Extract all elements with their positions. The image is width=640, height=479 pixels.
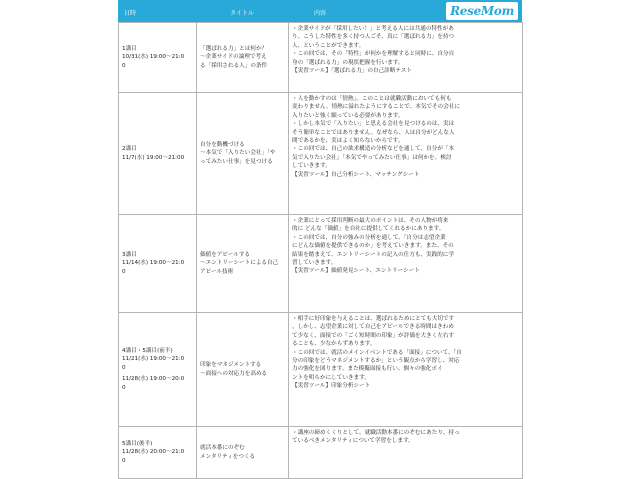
content-line: 分の印象をどうマネジメントするか」という観点から学習し、対応 xyxy=(292,358,460,365)
table-row xyxy=(119,93,523,215)
date-cell xyxy=(119,313,197,427)
content-line: ントを明らかにしていきます。 xyxy=(292,374,370,381)
content-line: 的に どんな「価値」を自社に提供してくれるかにあります。 xyxy=(292,226,445,233)
date-line: 10/31(水) 19:00～21:0 xyxy=(122,54,185,61)
content-line: 入りたいと強く願っている必要があります。 xyxy=(292,112,404,119)
content-line: ・講座の締めくくりとして、就職活動本番にのぞむにあたり、持っ xyxy=(292,430,460,436)
title-line: アピール技術 xyxy=(200,268,234,275)
content-line: て少なく、面接での「ごく短時間の印象」が評価を大きく左右す xyxy=(292,332,455,339)
date-line: 3講目 xyxy=(122,251,137,258)
table-row xyxy=(119,215,523,313)
table-header xyxy=(118,0,522,22)
date-line: 0 xyxy=(122,384,126,391)
content-line: 【実習ツール】自己分析シート、マッチングシート xyxy=(292,171,420,178)
content-line: 間であるかを、実はよく知らないからです。 xyxy=(292,138,404,145)
title-cell xyxy=(197,93,289,215)
content-line: 変わりません。情熱に溢れたようにすることで、本気でその会社に xyxy=(292,104,461,111)
title-line: 「選ばれる力」とは何か？ xyxy=(200,45,268,52)
content-line: ・しかし本気で「入りたい」と思える会社を見つけるのは、実は xyxy=(292,121,455,128)
content-line: 【実習ツール】「選ばれる力」の自己診断テスト xyxy=(292,68,412,75)
content-line: 。しかし、志望企業に対して自己をアピールできる時間はきわめ xyxy=(292,324,454,331)
content-line: そう簡単なことではありません。なぜなら、人は自分がどんな人 xyxy=(292,129,455,136)
content-line: ているべきメンタリティについて学習をします。 xyxy=(292,438,414,445)
content-line: ・この回では、その「特性」が何かを理解すると同時に、自分自 xyxy=(292,51,455,58)
content-line: 習していきます。 xyxy=(292,260,337,267)
title-line: る「採用される人」の条件 xyxy=(200,62,268,69)
content-line: 気で入りたい会社」「本気でやってみたい仕事」は何かを、検討 xyxy=(292,154,452,161)
title-line: 価値をアピールする xyxy=(200,251,251,258)
table-row xyxy=(119,427,523,479)
date-line: 0 xyxy=(122,457,126,464)
table-row xyxy=(119,23,523,93)
content-line: 身の「選ばれる力」の現状把握を行います。 xyxy=(292,59,404,66)
content-line: 【実習ツール】印象分析シート xyxy=(292,383,371,390)
header-title: タイトル xyxy=(230,10,254,17)
date-line: 11/28(水) 19:00～20:0 xyxy=(122,376,185,383)
title-line: 自分を動機づける xyxy=(200,141,245,148)
content-line: り、こうした特性を多く持つ人ごそ、真に「選ばれる力」を持つ xyxy=(292,34,455,41)
content-line: ・この回では、自己の欲求構造の分析などを通して、自分が「本 xyxy=(292,146,455,153)
date-line: 0 xyxy=(122,62,126,69)
date-line: 11/7(水) 19:00～21:00 xyxy=(122,154,185,161)
content-cell xyxy=(289,93,523,215)
title-cell xyxy=(197,23,289,93)
date-line: 11/21(水) 19:00～21:0 xyxy=(122,356,185,363)
date-line: 11/14(水) 19:00～21:0 xyxy=(122,260,185,267)
content-cell xyxy=(289,427,523,479)
content-line: 【実習ツール】価値発見シート、エントリーシート xyxy=(292,268,420,275)
title-line: ってみたい仕事」を見つける xyxy=(200,158,273,165)
content-line: にどんな価値を提供できるのか」を考えていきます。また、その xyxy=(292,243,454,250)
content-line: ・企業サイドが「採用したい！」と考える人には共通の特性があ xyxy=(292,26,454,32)
title-line: メンタリティをつくる xyxy=(200,453,256,460)
date-line: 5講目(後半) xyxy=(122,440,153,447)
content-line: ・この回では、自分の強みの分析を通して、「自分は志望企業 xyxy=(292,234,446,241)
schedule-sheet xyxy=(118,0,522,464)
content-line: ・相手に好印象を与えることは、選ばれるためにとても大切です xyxy=(292,316,455,322)
content-line: 結果を踏まえて、エントリーシートの記入の仕方も、実践的に学 xyxy=(292,251,454,258)
header-content: 内容 xyxy=(314,10,327,17)
table-row xyxy=(119,313,523,427)
title-line: ～エントリーシートによる自己 xyxy=(200,260,279,267)
content-cell xyxy=(289,215,523,313)
date-cell xyxy=(119,23,197,93)
schedule-table xyxy=(118,22,523,479)
date-line: 11/28(水) 20:00～21:0 xyxy=(122,449,185,456)
content-cell xyxy=(289,23,523,93)
date-cell xyxy=(119,215,197,313)
date-cell xyxy=(119,427,197,479)
content-line: 人、ということができます。 xyxy=(292,42,365,49)
date-cell xyxy=(119,93,197,215)
title-cell xyxy=(197,427,289,479)
resemom-logo: ReseMom xyxy=(446,2,518,20)
date-line: 4講目・5講目(前半) xyxy=(122,347,173,354)
date-line: 0 xyxy=(122,364,126,371)
title-cell xyxy=(197,215,289,313)
header-date: 日時 xyxy=(124,10,137,17)
content-line: ・人を動かすのは「情熱」。このことは就職活動においても何も xyxy=(292,96,452,102)
date-line: 1講目 xyxy=(122,45,137,52)
content-line: ることも、少なからずあります。 xyxy=(292,341,376,348)
date-line: 0 xyxy=(122,268,126,275)
content-line: 力の強化を図ります。また模擬面接も行い、個々の強化ポイ xyxy=(292,366,443,373)
content-line: ・企業にとって採用判断の最大のポイントは、その人物が将来 xyxy=(292,218,449,224)
date-line: 2講目 xyxy=(122,146,137,153)
title-line: 就活本番にのぞむ xyxy=(200,445,245,452)
title-line: 印象をマネジメントする xyxy=(200,362,262,369)
content-line: していきます。 xyxy=(292,163,331,170)
title-line: ～本気で「入りたい会社」「や xyxy=(200,150,276,157)
content-line: ・この回では、就活のメインイベントである「面接」について、「自 xyxy=(292,349,462,356)
title-line: ～企業サイドの論理で考え xyxy=(200,54,267,61)
title-line: ～面接への対応力を高める xyxy=(200,370,268,377)
title-cell xyxy=(197,313,289,427)
content-cell xyxy=(289,313,523,427)
